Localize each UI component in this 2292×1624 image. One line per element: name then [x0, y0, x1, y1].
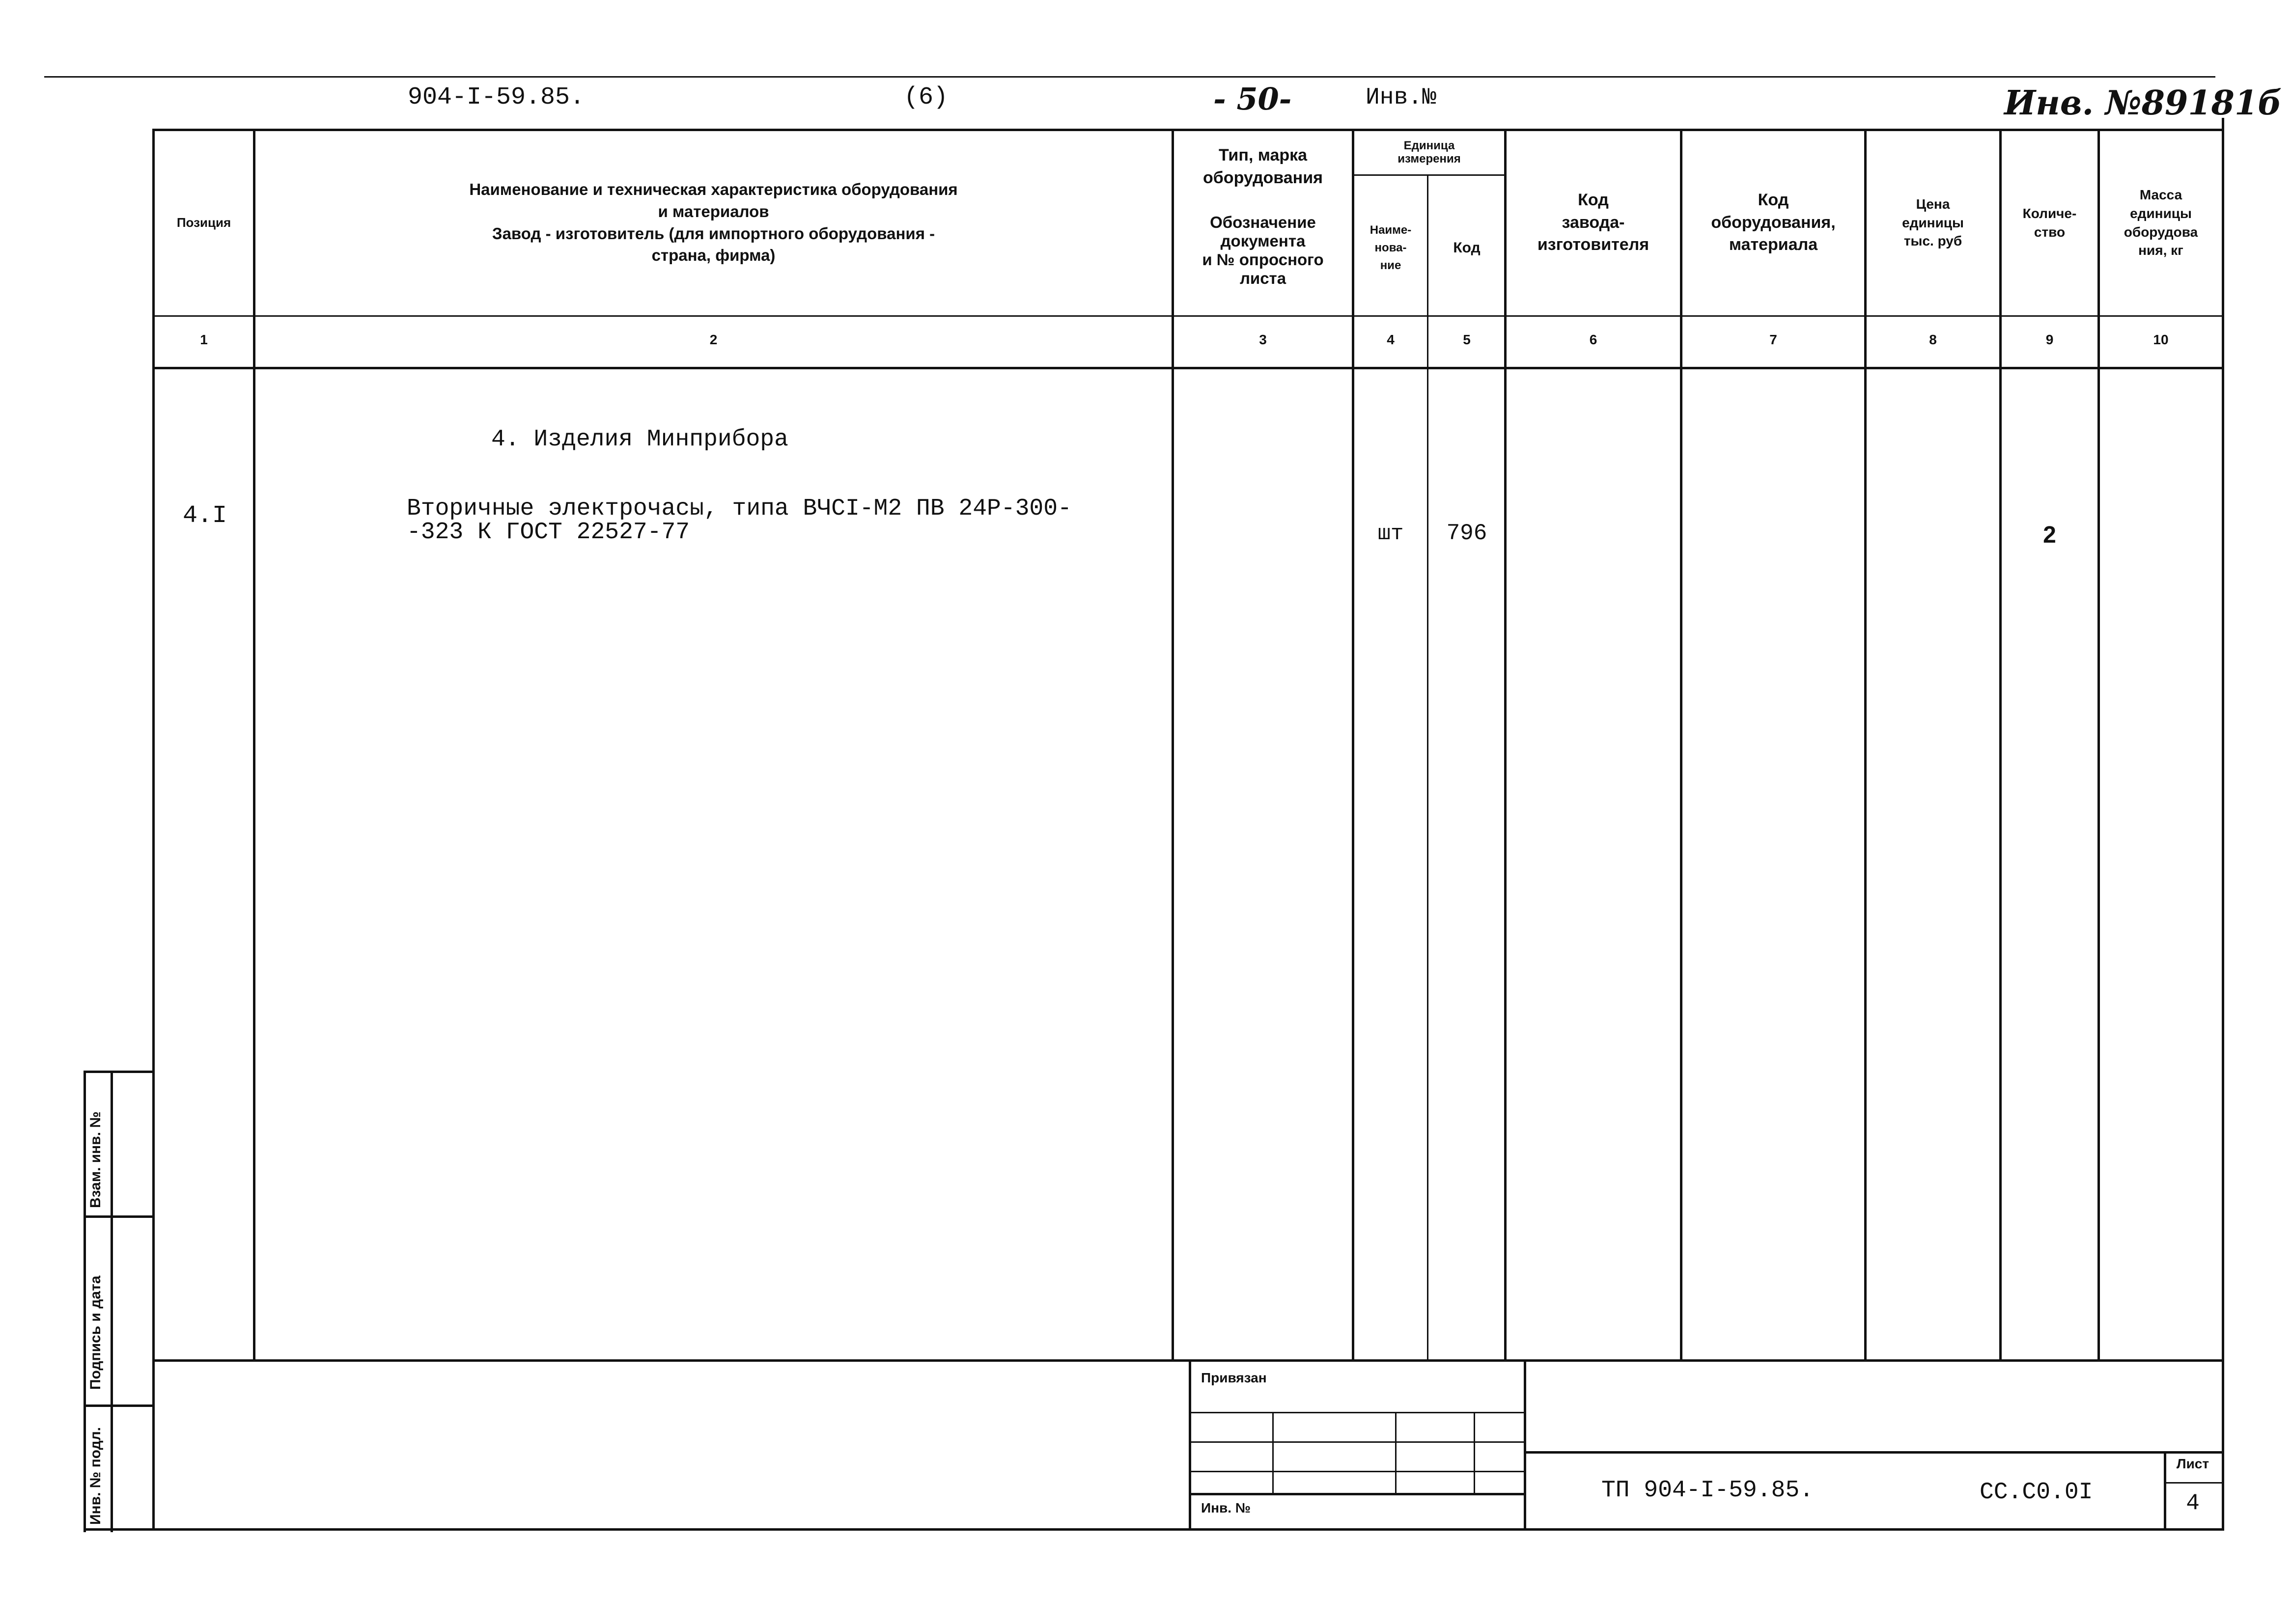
handwritten-inventory-number: Инв. №89181б: [2004, 83, 2282, 123]
col-divider-4: [1427, 174, 1428, 1359]
row-name-description: [407, 497, 1072, 544]
doc-designation: ТП 904-I-59.85.: [1601, 1477, 1814, 1504]
header-unit-mass: Масса единицы оборудова ния, кг: [2124, 187, 2198, 258]
column-number-9: 9: [2045, 332, 2054, 347]
header-equipment-code: Код оборудования, материала: [1711, 190, 1836, 254]
top-doc-code: 904-I-59.85.: [408, 83, 585, 111]
column-number-8: 8: [1929, 332, 1937, 347]
column-number-7: 7: [1769, 332, 1777, 347]
header-type-brand: Тип, марка оборудования: [1203, 146, 1323, 187]
header-document-designation: Обозначение документа и № опросного листа: [1202, 213, 1324, 287]
header-unit-group: Единица измерения: [1398, 139, 1461, 165]
column-numbers-bottom-line: [152, 367, 2224, 369]
side-field-replacement-inv: Взам. инв. №: [87, 1111, 104, 1208]
col-divider-2: [1172, 129, 1174, 1359]
column-number-3: 3: [1259, 332, 1267, 347]
row-unit-code: 796: [1446, 521, 1487, 546]
side-stamp-left-border: [84, 1071, 86, 1532]
table-right-border: [2222, 118, 2224, 1528]
sheet-label: Лист: [2176, 1456, 2209, 1471]
sheet-box-divider: [2164, 1482, 2222, 1484]
side-field-signature-date: Подпись и дата: [87, 1275, 104, 1390]
column-number-10: 10: [2153, 332, 2169, 347]
header-unit-name: Наиме- нова- ние: [1370, 223, 1412, 272]
bound-label: Привязан: [1201, 1370, 1267, 1385]
bound-grid-col-2: [1395, 1412, 1397, 1493]
column-number-5: 5: [1463, 332, 1471, 347]
header-quantity: Количе- ство: [2022, 205, 2077, 240]
row-position: 4.I: [183, 502, 227, 530]
bound-block-right: [1524, 1359, 1526, 1528]
side-stamp-top-line: [84, 1071, 152, 1073]
row-unit-name: шт: [1377, 522, 1404, 546]
header-name-description: Наименование и техническая характеристика оборудования и материалов Завод - изготовитель (для импортного оборудования - страна, фирма): [469, 180, 958, 265]
table-bottom-border: [152, 1359, 2224, 1362]
bound-grid-col-3: [1474, 1412, 1475, 1493]
sheet-bottom-border: [84, 1528, 2224, 1531]
side-stamp-line-2: [84, 1404, 152, 1407]
side-stamp-line-1: [84, 1215, 152, 1218]
row-name-line-1: Вторичные электрочасы, типа ВЧСI-М2 ПВ 24Р-300-: [407, 495, 1072, 522]
bound-grid-col-1: [1272, 1412, 1274, 1493]
header-manufacturer-code: Код завода- изготовителя: [1537, 190, 1649, 254]
bound-grid-line-4: [1189, 1493, 1524, 1495]
column-number-6: 6: [1589, 332, 1597, 347]
top-margin-line: [44, 76, 2215, 78]
column-number-1: 1: [200, 332, 208, 347]
header-unit-price: Цена единицы тыс. руб: [1902, 196, 1964, 249]
row-quantity: 2: [2043, 522, 2056, 548]
doc-code: СС.С0.0I: [1980, 1479, 2093, 1506]
inv-no-label: Инв. №: [1201, 1500, 1251, 1515]
bound-block-left: [1189, 1359, 1191, 1528]
section-title: 4. Изделия Минприбора: [491, 426, 788, 453]
header-position: Позиция: [176, 215, 231, 230]
column-number-2: 2: [709, 332, 718, 347]
row-name-line-2: -323 К ГОСТ 22527-77: [407, 519, 690, 546]
top-inv-label: Инв.№: [1366, 84, 1437, 111]
column-number-4: 4: [1387, 332, 1395, 347]
top-page-number: - 50-: [1213, 81, 1292, 117]
sheet-number: 4: [2186, 1490, 2200, 1516]
side-field-original-inv: Инв. № подл.: [87, 1427, 104, 1525]
header-bottom-line: [152, 315, 2224, 317]
title-block-divider: [1524, 1451, 2222, 1454]
side-stamp-divider: [111, 1071, 113, 1532]
header-unit-code: Код: [1453, 239, 1481, 256]
top-sheet-mark: (6): [904, 83, 949, 111]
